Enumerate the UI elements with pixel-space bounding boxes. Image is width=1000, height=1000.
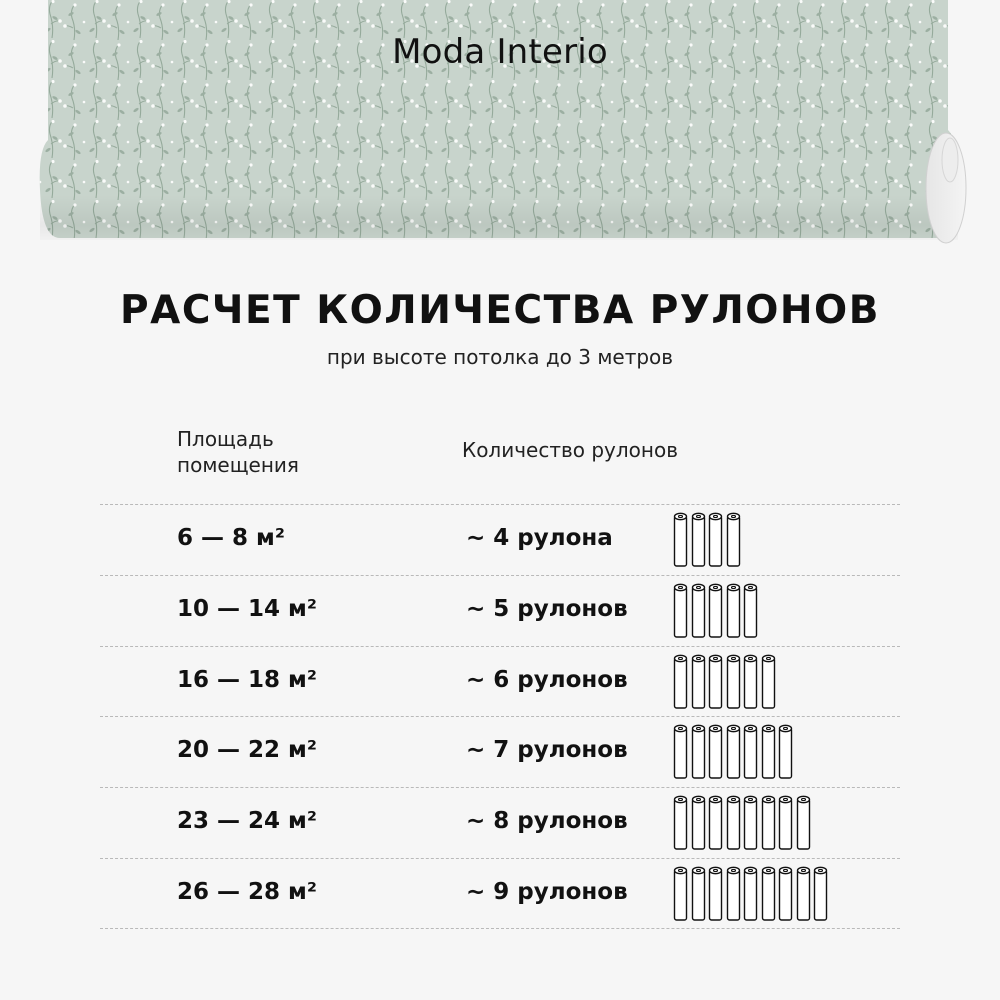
- rolls-table: [100, 504, 900, 929]
- room-area: 16 — 18 м²: [177, 666, 317, 693]
- wallpaper-roll-icon: [725, 512, 743, 568]
- wallpaper-roll-icon: [725, 866, 743, 922]
- wallpaper-roll-banner: [0, 0, 1000, 250]
- roll-icons: [672, 583, 760, 639]
- wallpaper-roll-icon: [690, 512, 708, 568]
- wallpaper-roll-icon: [672, 512, 690, 568]
- wallpaper-roll-icon: [760, 795, 778, 851]
- roll-icons: [672, 512, 742, 568]
- table-row: [100, 858, 900, 929]
- roll-count: ~ 4 рулона: [466, 525, 613, 551]
- wallpaper-roll-icon: [690, 795, 708, 851]
- wallpaper-roll-icon: [777, 795, 795, 851]
- wallpaper-roll-icon: [707, 866, 725, 922]
- wallpaper-roll-icon: [725, 654, 743, 710]
- table-row: [100, 787, 900, 858]
- wallpaper-roll-icon: [672, 583, 690, 639]
- column-header-area: Площадь помещения: [177, 427, 299, 477]
- room-area: 23 — 24 м²: [177, 808, 317, 835]
- wallpaper-roll-icon: [777, 724, 795, 780]
- wallpaper-roll-icon: [707, 583, 725, 639]
- roll-count: ~ 7 рулонов: [466, 737, 628, 764]
- column-header-count: Количество рулонов: [462, 438, 679, 462]
- wallpaper-roll-icon: [690, 654, 708, 710]
- wallpaper-roll-icon: [742, 724, 760, 780]
- roll-icons: [672, 866, 830, 922]
- wallpaper-roll-icon: [812, 866, 830, 922]
- wallpaper-roll-icon: [707, 724, 725, 780]
- wallpaper-roll-icon: [742, 795, 760, 851]
- wallpaper-roll-icon: [725, 795, 743, 851]
- roll-count: ~ 5 рулонов: [466, 595, 628, 622]
- brand-name: Moda Interio: [392, 32, 608, 72]
- wallpaper-roll-icon: [690, 724, 708, 780]
- wallpaper-roll-icon: [742, 583, 760, 639]
- room-area: 6 — 8 м²: [177, 525, 285, 551]
- roll-icons: [672, 795, 812, 851]
- wallpaper-roll-icon: [672, 866, 690, 922]
- page-title: РАСЧЕТ КОЛИЧЕСТВА РУЛОНОВ: [120, 288, 880, 333]
- wallpaper-roll-icon: [672, 795, 690, 851]
- wallpaper-roll-icon: [742, 866, 760, 922]
- table-row: [100, 504, 900, 575]
- roll-icons: [672, 724, 795, 780]
- table-row: [100, 575, 900, 646]
- roll-icons: [672, 654, 777, 710]
- wallpaper-roll-icon: [795, 866, 813, 922]
- wallpaper-roll-icon: [760, 654, 778, 710]
- roll-count: ~ 9 рулонов: [466, 878, 628, 905]
- wallpaper-roll-icon: [725, 583, 743, 639]
- wallpaper-roll-icon: [707, 795, 725, 851]
- wallpaper-roll-icon: [707, 512, 725, 568]
- wallpaper-roll-icon: [672, 724, 690, 780]
- wallpaper-roll-icon: [725, 724, 743, 780]
- roll-count: ~ 6 рулонов: [466, 666, 628, 693]
- wallpaper-roll-icon: [672, 654, 690, 710]
- wallpaper-roll-icon: [777, 866, 795, 922]
- table-row: [100, 646, 900, 717]
- wallpaper-roll-icon: [742, 654, 760, 710]
- wallpaper-roll-icon: [795, 795, 813, 851]
- wallpaper-roll-icon: [760, 724, 778, 780]
- wallpaper-roll-icon: [707, 654, 725, 710]
- wallpaper-roll-icon: [690, 866, 708, 922]
- room-area: 26 — 28 м²: [177, 878, 317, 905]
- wallpaper-roll-icon: [690, 583, 708, 639]
- roll-count: ~ 8 рулонов: [466, 808, 628, 835]
- room-area: 10 — 14 м²: [177, 595, 317, 622]
- room-area: 20 — 22 м²: [177, 737, 317, 764]
- wallpaper-roll-icon: [760, 866, 778, 922]
- table-row: [100, 716, 900, 787]
- page-subtitle: при высоте потолка до 3 метров: [326, 345, 674, 369]
